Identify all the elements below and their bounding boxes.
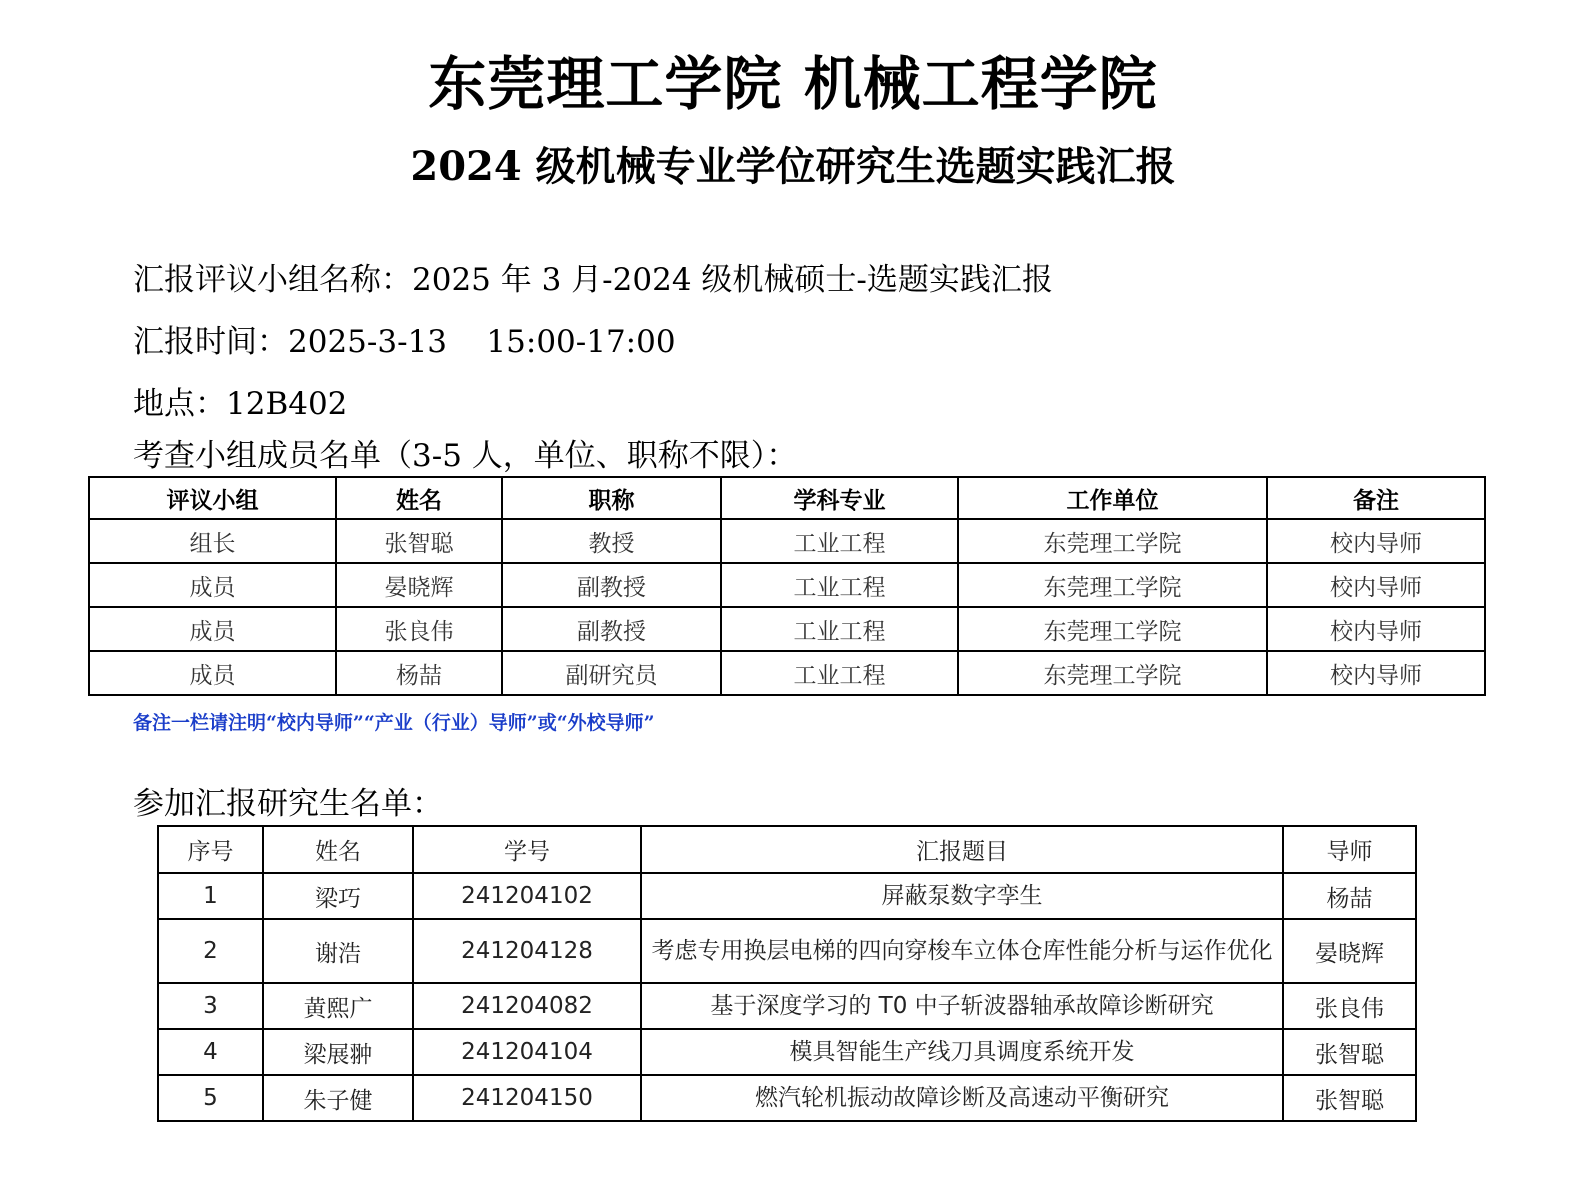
student-topic: 考虑专用换层电梯的四向穿梭车立体仓库性能分析与运作优化 [641, 919, 1283, 983]
committee-name: 张智聪 [336, 519, 502, 563]
students-header-row [158, 826, 1416, 873]
table-row [89, 651, 1485, 695]
student-name: 朱子健 [263, 1075, 413, 1121]
student-topic: 屏蔽泵数字孪生 [641, 873, 1283, 919]
table-row [158, 873, 1416, 919]
student-advisor: 晏晓辉 [1283, 919, 1416, 983]
committee-remark: 校内导师 [1267, 519, 1485, 563]
committee-employer: 东莞理工学院 [958, 563, 1267, 607]
student-advisor: 张良伟 [1283, 983, 1416, 1029]
student-index: 1 [158, 873, 263, 919]
students-col-advisor: 导师 [1283, 826, 1416, 873]
student-name: 黄熙广 [263, 983, 413, 1029]
committee-col-name: 姓名 [336, 477, 502, 519]
table-row [158, 1075, 1416, 1121]
student-advisor: 张智聪 [1283, 1029, 1416, 1075]
committee-employer: 东莞理工学院 [958, 607, 1267, 651]
student-id: 241204104 [413, 1029, 641, 1075]
committee-col-group: 评议小组 [89, 477, 336, 519]
committee-name: 晏晓辉 [336, 563, 502, 607]
table-row [89, 563, 1485, 607]
table-row [158, 983, 1416, 1029]
committee-col-title: 职称 [502, 477, 721, 519]
committee-role: 成员 [89, 607, 336, 651]
student-name: 梁巧 [263, 873, 413, 919]
student-topic: 燃汽轮机振动故障诊断及高速动平衡研究 [641, 1075, 1283, 1121]
student-index: 5 [158, 1075, 263, 1121]
student-id: 241204082 [413, 983, 641, 1029]
committee-employer: 东莞理工学院 [958, 519, 1267, 563]
report-time-line: 汇报时间：2025-3-13 15:00-17:00 [133, 324, 676, 360]
committee-remark: 校内导师 [1267, 651, 1485, 695]
remark-note: 备注一栏请注明“校内导师”“产业（行业）导师”或“外校导师” [133, 712, 655, 734]
committee-col-employer: 工作单位 [958, 477, 1267, 519]
committee-remark: 校内导师 [1267, 607, 1485, 651]
student-index: 2 [158, 919, 263, 983]
committee-remark: 校内导师 [1267, 563, 1485, 607]
students-table [157, 825, 1417, 1122]
students-col-name: 姓名 [263, 826, 413, 873]
student-id: 241204128 [413, 919, 641, 983]
student-advisor: 张智聪 [1283, 1075, 1416, 1121]
student-index: 3 [158, 983, 263, 1029]
student-index: 4 [158, 1029, 263, 1075]
table-row [89, 607, 1485, 651]
committee-table [88, 476, 1486, 696]
students-col-topic: 汇报题目 [641, 826, 1283, 873]
table-row [158, 1029, 1416, 1075]
committee-title: 副教授 [502, 563, 721, 607]
committee-role: 成员 [89, 651, 336, 695]
student-id: 241204102 [413, 873, 641, 919]
page-subtitle: 2024 级机械专业学位研究生选题实践汇报 [410, 143, 1176, 190]
committee-header-row [89, 477, 1485, 519]
committee-name: 杨喆 [336, 651, 502, 695]
student-topic: 模具智能生产线刀具调度系统开发 [641, 1029, 1283, 1075]
committee-title: 教授 [502, 519, 721, 563]
student-id: 241204150 [413, 1075, 641, 1121]
students-col-id: 学号 [413, 826, 641, 873]
student-name: 谢浩 [263, 919, 413, 983]
students-col-index: 序号 [158, 826, 263, 873]
committee-discipline: 工业工程 [721, 519, 958, 563]
committee-role: 组长 [89, 519, 336, 563]
location-line: 地点：12B402 [133, 386, 348, 422]
table-row [158, 919, 1416, 983]
students-heading: 参加汇报研究生名单： [133, 786, 443, 822]
committee-heading: 考查小组成员名单（3-5 人，单位、职称不限）： [133, 438, 798, 474]
student-advisor: 杨喆 [1283, 873, 1416, 919]
committee-name: 张良伟 [336, 607, 502, 651]
committee-discipline: 工业工程 [721, 651, 958, 695]
group-name-line: 汇报评议小组名称：2025 年 3 月-2024 级机械硕士-选题实践汇报 [133, 262, 1053, 298]
committee-title: 副研究员 [502, 651, 721, 695]
committee-col-discipline: 学科专业 [721, 477, 958, 519]
table-row [89, 519, 1485, 563]
committee-col-remark: 备注 [1267, 477, 1485, 519]
student-topic: 基于深度学习的 T0 中子斩波器轴承故障诊断研究 [641, 983, 1283, 1029]
student-name: 梁展翀 [263, 1029, 413, 1075]
committee-employer: 东莞理工学院 [958, 651, 1267, 695]
committee-discipline: 工业工程 [721, 607, 958, 651]
committee-title: 副教授 [502, 607, 721, 651]
committee-discipline: 工业工程 [721, 563, 958, 607]
page-title: 东莞理工学院 机械工程学院 [428, 50, 1158, 118]
committee-role: 成员 [89, 563, 336, 607]
